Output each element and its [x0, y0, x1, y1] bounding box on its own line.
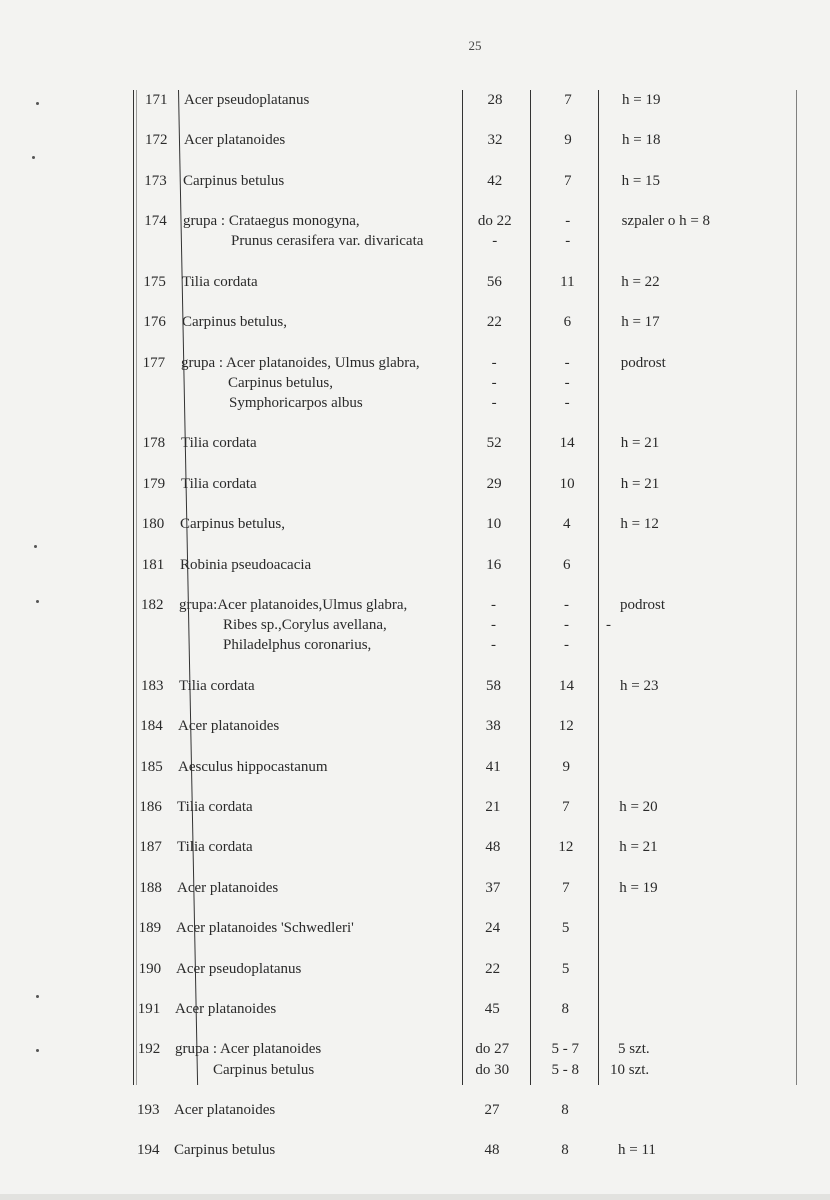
row-number: 173: [144, 172, 167, 189]
page-number: 25: [468, 38, 482, 53]
species-name: Tilia cordata: [181, 435, 257, 452]
species-name: Acer platanoides: [177, 879, 279, 896]
value-col1: do 22: [477, 213, 512, 230]
value-col1: -: [491, 637, 496, 654]
row-number: 192: [137, 1041, 161, 1058]
table-rule-right: [796, 90, 797, 1085]
value-col2: -: [565, 213, 571, 230]
remarks: h = 12: [620, 516, 659, 533]
value-col1: 16: [486, 556, 502, 573]
row-number: 179: [142, 475, 166, 492]
species-name: Acer platanoides: [178, 718, 280, 735]
value-col2: 8: [561, 1142, 569, 1159]
row-number: 188: [139, 879, 162, 896]
value-col2: 10: [559, 475, 575, 492]
value-col2: 5: [561, 960, 570, 977]
remarks: h = 19: [619, 879, 658, 896]
value-col1: 22: [485, 960, 501, 977]
remarks: h = 21: [619, 839, 658, 856]
value-col2: 4: [563, 516, 571, 533]
value-col1: do 30: [475, 1061, 510, 1078]
value-col2: 9: [562, 758, 570, 775]
species-name-continued: Carpinus betulus: [213, 1061, 315, 1078]
remarks: h = 22: [621, 273, 660, 290]
value-col1: 56: [486, 273, 502, 290]
value-col1: 32: [487, 132, 503, 149]
species-name: Acer pseudoplatanus: [176, 960, 302, 977]
species-name-continued: Symphoricarpos albus: [229, 395, 363, 411]
value-col2: 7: [563, 172, 572, 189]
value-col2: -: [564, 617, 569, 634]
remarks: podrost: [620, 354, 666, 371]
row-number: 171: [145, 92, 168, 108]
species-name: Tilia cordata: [181, 475, 257, 492]
value-col1: -: [491, 617, 496, 634]
row-number: 182: [141, 597, 164, 613]
row-number: 180: [141, 516, 165, 533]
value-col2: 12: [558, 839, 574, 856]
value-col1: 52: [486, 435, 502, 452]
remarks: -: [606, 617, 611, 634]
row-number: 185: [140, 758, 163, 775]
value-col1: 22: [486, 314, 502, 331]
value-col2: 8: [561, 1001, 570, 1017]
species-name: Carpinus betulus,: [182, 314, 287, 331]
value-col2: 14: [559, 677, 574, 694]
species-name: Carpinus betulus: [183, 172, 285, 189]
scan-speck: [32, 156, 35, 159]
value-col1: -: [491, 374, 497, 391]
row-number: 187: [139, 839, 162, 856]
species-name: Tilia cordata: [177, 799, 253, 815]
row-number: 186: [139, 799, 162, 815]
value-col2: 12: [558, 718, 574, 735]
table-rule-col2: [530, 90, 531, 1085]
species-name: Carpinus betulus,: [180, 516, 285, 533]
value-col1: -: [491, 395, 497, 411]
row-number: 181: [141, 556, 165, 573]
row-number: 189: [138, 920, 162, 937]
remarks: 5 szt.: [618, 1041, 650, 1058]
row-number: 178: [142, 435, 166, 452]
value-col1: 45: [484, 1001, 500, 1017]
remarks: 10 szt.: [610, 1061, 650, 1078]
species-name: Acer platanoides: [175, 1001, 277, 1017]
value-col1: 29: [486, 475, 502, 492]
value-col2: 6: [563, 556, 571, 573]
value-col1: 42: [487, 172, 503, 189]
value-col2: -: [564, 637, 569, 654]
row-number: 172: [145, 132, 168, 149]
species-name-continued: Prunus cerasifera var. divaricata: [231, 233, 424, 250]
value-col2: 7: [564, 92, 572, 108]
row-number: 175: [143, 273, 166, 290]
species-name: Robinia pseudoacacia: [180, 556, 312, 573]
remarks: h = 19: [622, 92, 661, 108]
species-name: Acer platanoides 'Schwedleri': [176, 920, 354, 937]
value-col2: 7: [562, 799, 570, 815]
species-name: Acer pseudoplatanus: [184, 92, 310, 108]
value-col2: -: [564, 374, 570, 391]
species-name: Aesculus hippocastanum: [178, 758, 328, 775]
value-col2: 5 - 8: [551, 1061, 580, 1078]
species-name: grupa : Crataegus monogyna,: [183, 213, 360, 230]
species-name: grupa : Acer platanoides, Ulmus glabra,: [181, 354, 420, 371]
species-name: Tilia cordata: [182, 273, 258, 290]
row-number: 194: [137, 1142, 160, 1159]
value-col2: 8: [561, 1102, 569, 1118]
value-col2: 6: [563, 314, 572, 331]
value-col2: 9: [564, 132, 572, 149]
value-col1: do 27: [475, 1041, 510, 1058]
row-number: 190: [138, 960, 162, 977]
value-col1: -: [492, 233, 498, 250]
value-col2: -: [565, 233, 571, 250]
value-col1: 38: [485, 718, 501, 735]
row-number: 191: [137, 1001, 161, 1017]
remarks: h = 21: [620, 435, 660, 452]
table-rule-left: [133, 90, 134, 1085]
species-name: Carpinus betulus: [174, 1142, 276, 1159]
remarks: h = 17: [621, 314, 660, 331]
row-number: 184: [140, 718, 163, 735]
value-col2: 7: [562, 879, 570, 896]
species-name-continued: Carpinus betulus,: [228, 374, 333, 391]
value-col1: 28: [487, 92, 503, 108]
scan-speck: [34, 545, 37, 548]
row-number: 176: [143, 314, 166, 331]
row-number: 174: [144, 213, 167, 230]
remarks: h = 21: [620, 475, 660, 492]
remarks: szpaler o h = 8: [621, 213, 711, 230]
remarks: h = 18: [622, 132, 661, 149]
scan-speck: [36, 102, 39, 105]
table-rule-col3: [598, 90, 599, 1085]
species-name: Tilia cordata: [177, 839, 253, 856]
species-name-continued: Philadelphus coronarius,: [223, 637, 372, 654]
value-col1: 37: [485, 879, 501, 896]
species-name-continued: Ribes sp.,Corylus avellana,: [223, 617, 387, 634]
species-name: Tilia cordata: [179, 677, 255, 694]
remarks: h = 23: [620, 677, 659, 694]
value-col1: 24: [485, 920, 501, 937]
value-col1: -: [491, 354, 497, 371]
value-col1: 48: [485, 839, 501, 856]
species-name: grupa : Acer platanoides: [175, 1041, 322, 1058]
value-col2: -: [564, 354, 570, 371]
value-col1: 58: [486, 677, 501, 694]
remarks: podrost: [620, 597, 665, 613]
scan-speck: [36, 995, 39, 998]
value-col1: 10: [486, 516, 502, 533]
remarks: h = 20: [619, 799, 658, 815]
scan-speck: [36, 1049, 39, 1052]
value-col2: 14: [559, 435, 575, 452]
value-col1: 27: [484, 1102, 500, 1118]
value-col2: -: [564, 597, 569, 613]
row-number: 183: [141, 677, 164, 694]
species-name: Acer platanoides: [174, 1102, 276, 1118]
remarks: h = 15: [621, 172, 661, 189]
value-col1: 21: [485, 799, 501, 815]
value-col1: 48: [484, 1142, 500, 1159]
value-col2: -: [564, 395, 570, 411]
row-number: 177: [142, 354, 166, 371]
table-rule-left-inner: [136, 90, 137, 1085]
value-col1: 41: [485, 758, 501, 775]
value-col2: 5 - 7: [551, 1041, 580, 1058]
species-name: grupa:Acer platanoides,Ulmus glabra,: [179, 597, 408, 613]
remarks: h = 11: [618, 1142, 656, 1159]
scan-bottom-edge: [0, 1194, 830, 1200]
value-col1: -: [491, 597, 496, 613]
species-name: Acer platanoides: [184, 132, 286, 149]
value-col2: 5: [561, 920, 570, 937]
value-col2: 11: [560, 273, 575, 290]
row-number: 193: [137, 1102, 160, 1118]
scan-speck: [36, 600, 39, 603]
